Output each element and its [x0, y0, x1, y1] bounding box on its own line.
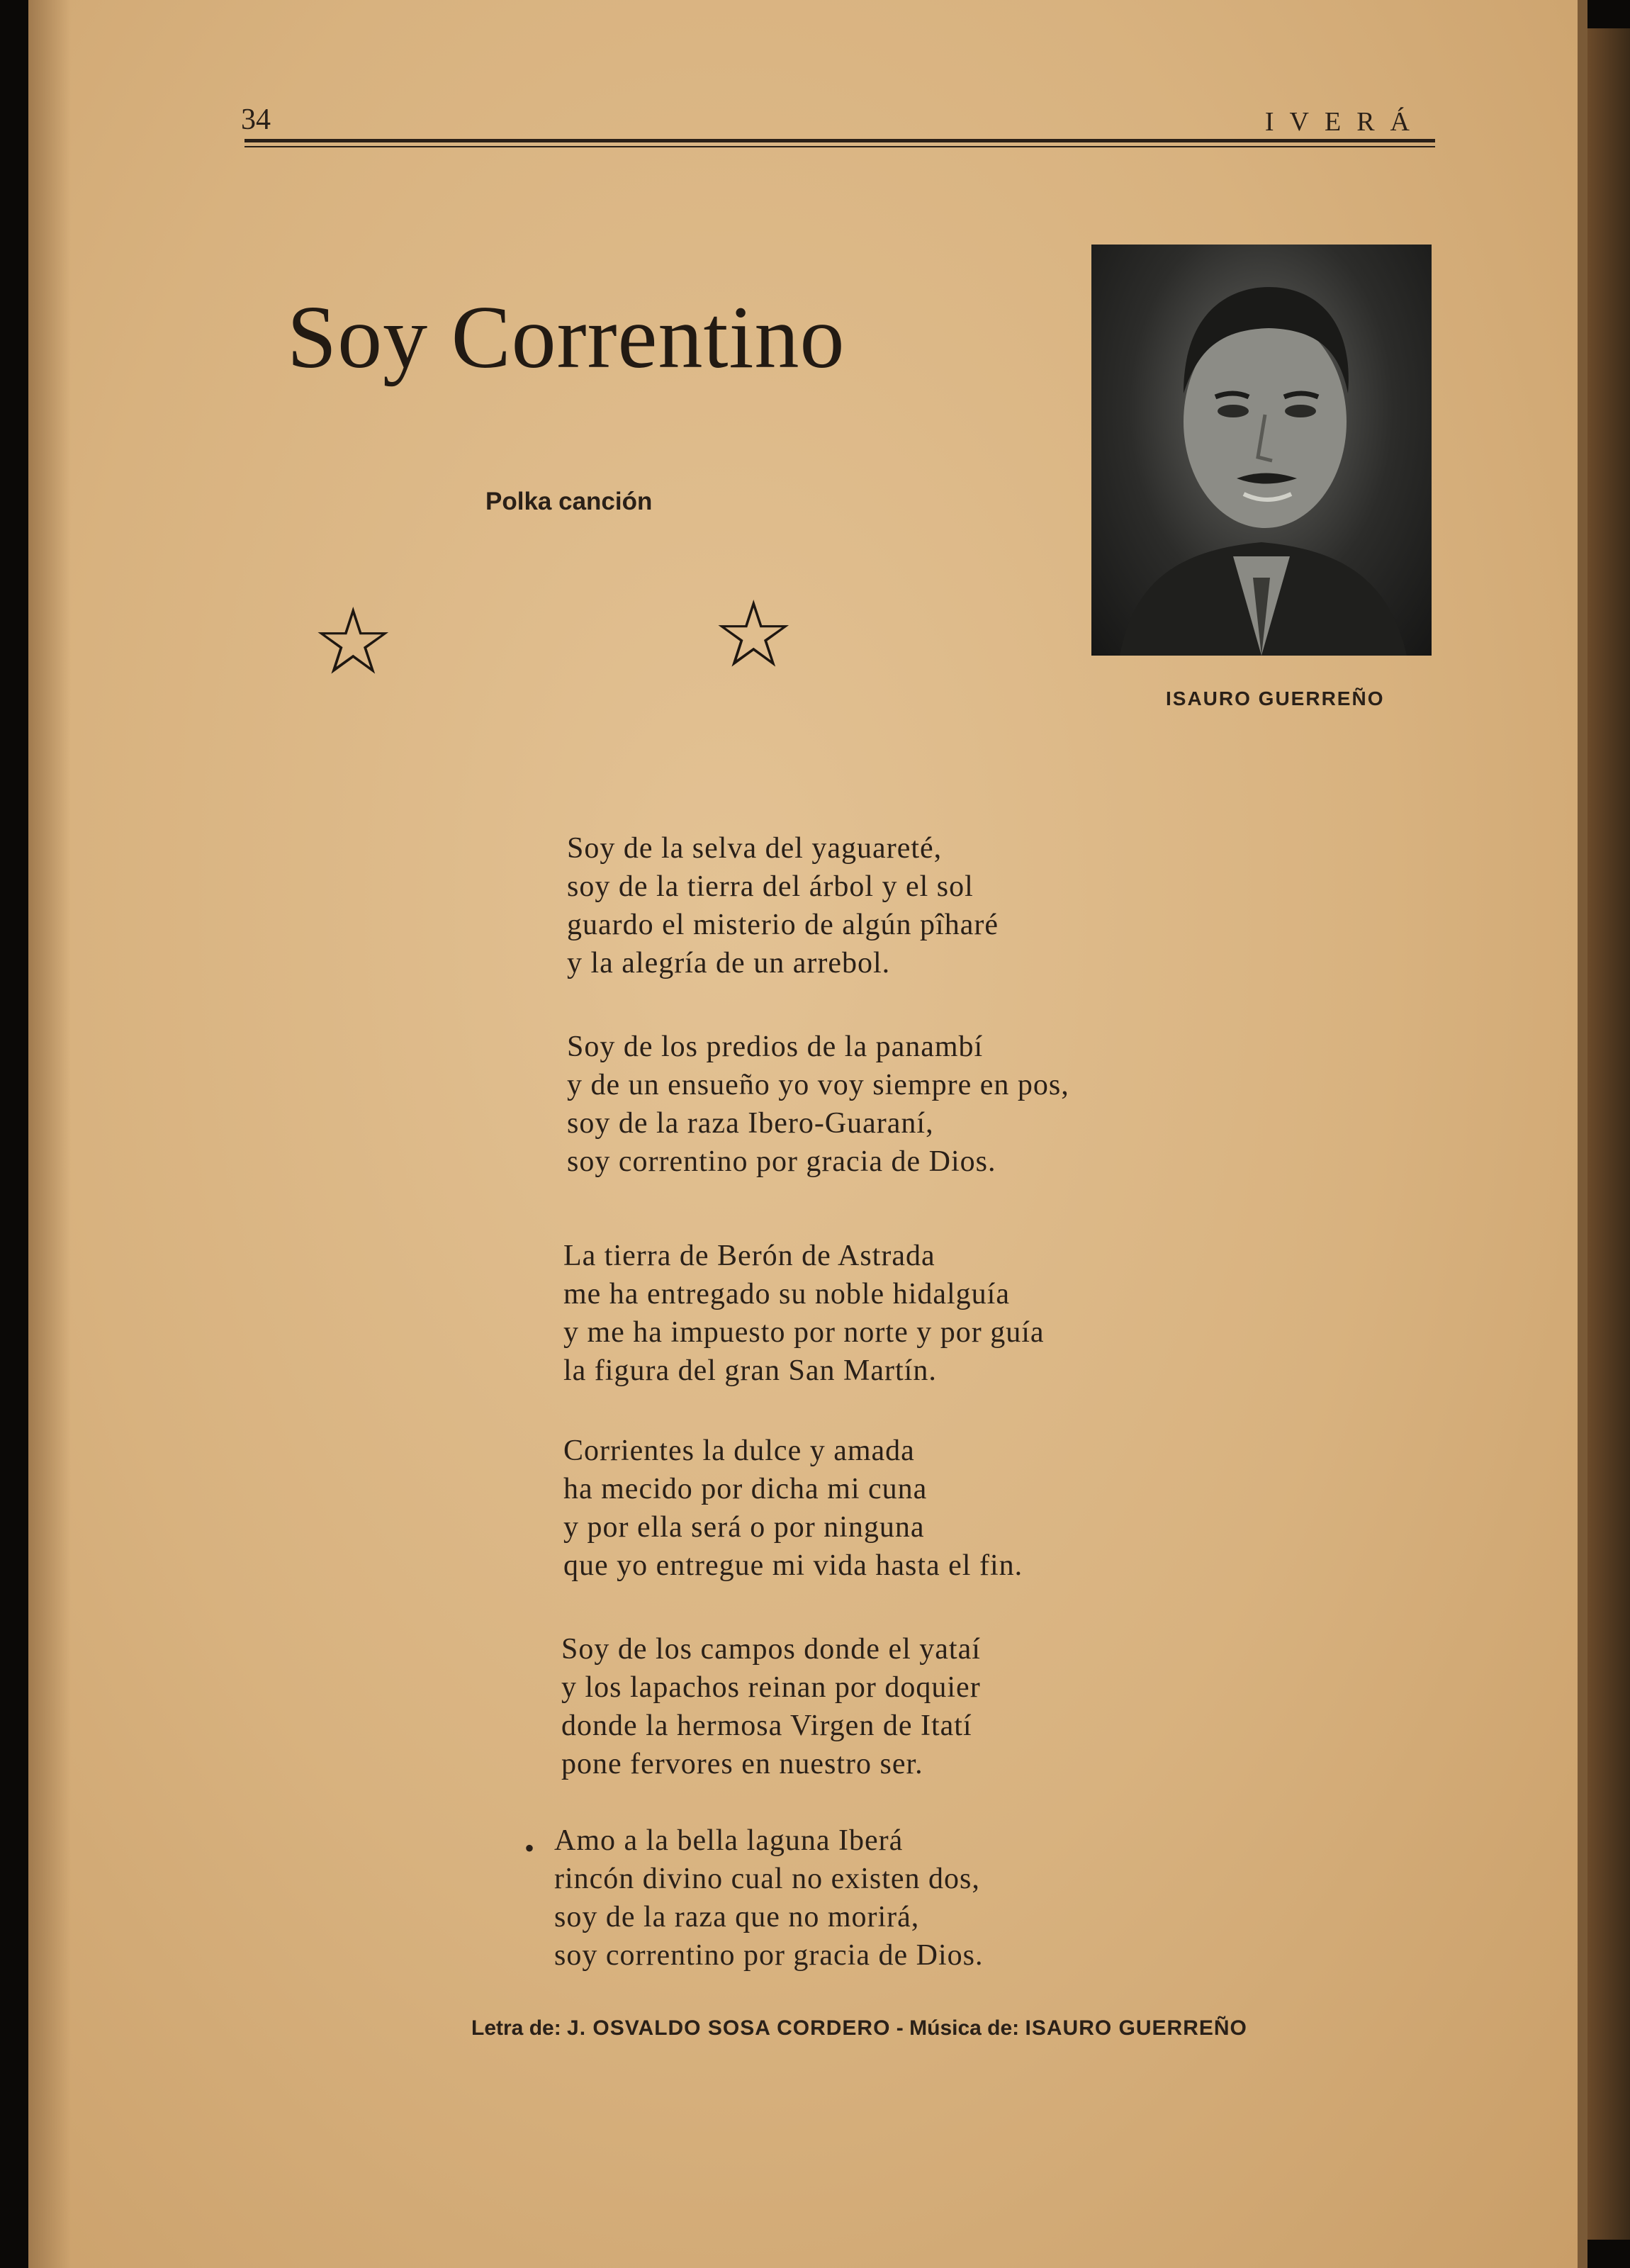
page-number: 34	[241, 103, 271, 136]
lyric-line: soy correntino por gracia de Dios.	[554, 1939, 984, 1972]
credits-separator: -	[896, 2016, 904, 2040]
song-title: Soy Correntino	[287, 288, 845, 387]
adjacent-page-edge	[1587, 28, 1630, 2240]
lyric-line: Soy de los predios de la panambí	[567, 1031, 984, 1063]
lyric-line: y la alegría de un arrebol.	[567, 947, 891, 979]
lyrics-stanza	[567, 1028, 1069, 1181]
lyric-line: soy de la raza Ibero-Guaraní,	[567, 1107, 934, 1140]
header-rule	[244, 139, 1435, 142]
lyric-line: Soy de la selva del yaguareté,	[567, 832, 943, 865]
lyric-line: Amo a la bella laguna Iberá	[554, 1824, 904, 1857]
lyric-line: rincón divino cual no existen dos,	[554, 1863, 980, 1895]
lyric-line: me ha entregado su noble hidalguía	[563, 1278, 1010, 1310]
star-icon: ☆	[312, 588, 395, 695]
lyric-line: soy de la raza que no morirá,	[554, 1901, 920, 1933]
lyric-line: donde la hermosa Virgen de Itatí	[561, 1710, 972, 1742]
lyric-line: La tierra de Berón de Astrada	[563, 1240, 935, 1272]
lyric-line: soy correntino por gracia de Dios.	[567, 1145, 996, 1178]
running-title: IVERÁ	[1264, 107, 1425, 137]
composer-name: ISAURO GUERREÑO	[1025, 2016, 1247, 2040]
photo-caption: ISAURO GUERREÑO	[1166, 687, 1385, 709]
lyrics-stanza	[563, 1432, 1023, 1585]
lyrics-stanza	[554, 1821, 984, 1975]
lyricist-name: J. OSVALDO SOSA CORDERO	[567, 2016, 891, 2040]
lyrics-stanza	[567, 829, 999, 982]
lyric-line: y me ha impuesto por norte y por guía	[563, 1316, 1045, 1349]
header-rule-thin	[244, 146, 1435, 147]
lyrics-stanza	[563, 1237, 1045, 1390]
portrait-illustration	[1091, 245, 1432, 656]
bullet-dot: •	[524, 1832, 535, 1864]
lyric-line: y de un ensueño yo voy siempre en pos,	[567, 1069, 1069, 1101]
lyric-line: Soy de los campos donde el yataí	[561, 1633, 981, 1666]
lyric-line: pone fervores en nuestro ser.	[561, 1748, 923, 1780]
lyric-line: guardo el misterio de algún pîharé	[567, 909, 999, 941]
song-genre: Polka canción	[485, 488, 653, 515]
lyric-line: soy de la tierra del árbol y el sol	[567, 870, 974, 903]
lyric-line: ha mecido por dicha mi cuna	[563, 1473, 928, 1505]
lyric-line: la figura del gran San Martín.	[563, 1354, 937, 1387]
magazine-page	[28, 0, 1587, 2268]
lyric-line: que yo entregue mi vida hasta el fin.	[563, 1549, 1023, 1582]
lyrics-label: Letra de:	[471, 2016, 561, 2040]
composer-portrait	[1091, 245, 1432, 656]
star-icon: ☆	[712, 580, 795, 688]
music-label: Música de:	[909, 2016, 1020, 2040]
lyric-line: Corrientes la dulce y amada	[563, 1435, 915, 1467]
song-credits	[471, 2016, 1247, 2040]
lyric-line: y los lapachos reinan por doquier	[561, 1671, 981, 1704]
lyrics-stanza	[561, 1630, 981, 1783]
lyric-line: y por ella será o por ninguna	[563, 1511, 925, 1544]
